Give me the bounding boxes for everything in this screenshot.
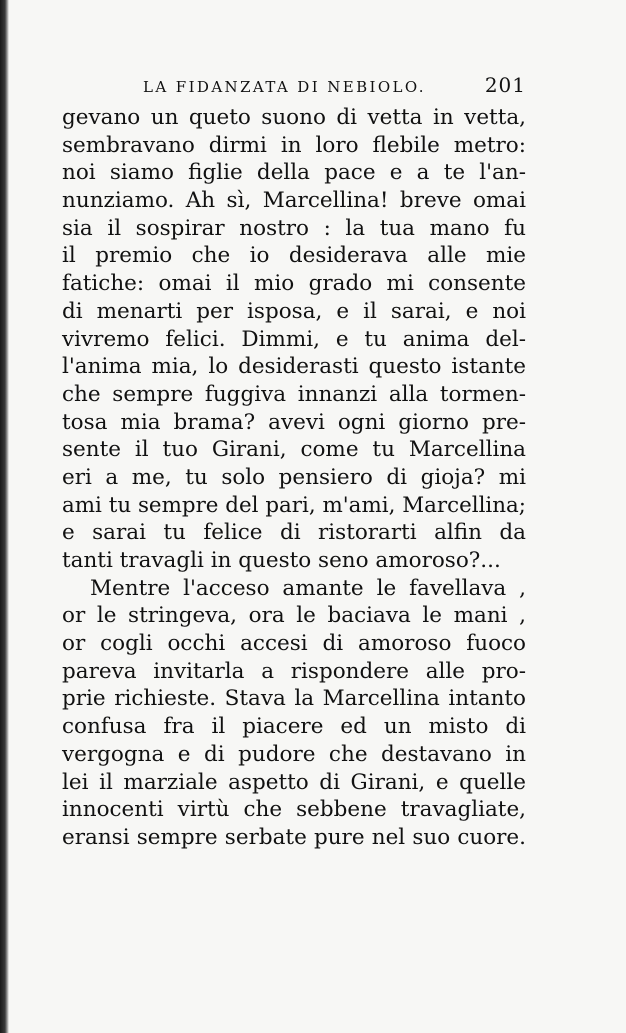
text-line: confusa fra il piacere ed un misto di xyxy=(62,714,526,740)
text-line: sembravano dirmi in loro flebile metro: xyxy=(62,132,526,158)
text-line: fatiche: omai il mio grado mi consente xyxy=(62,271,526,297)
text-line: lei il marziale aspetto di Girani, e quelle xyxy=(62,769,526,795)
paragraph-start-line: Mentre l'acceso amante le favellava , xyxy=(90,575,526,601)
page-number: 201 xyxy=(484,73,526,97)
text-line: vivremo felici. Dimmi, e tu anima del- xyxy=(62,326,526,352)
page-edge-shadow xyxy=(0,0,9,1033)
text-line: di menarti per isposa, e il sarai, e noi xyxy=(62,298,526,324)
text-line: gevano un queto suono di vetta in vetta, xyxy=(62,105,526,130)
text-line: or cogli occhi accesi di amoroso fuoco xyxy=(62,631,526,657)
running-title: LA FIDANZATA DI NEBIOLO. xyxy=(143,78,426,96)
text-line: eransi sempre serbate pure nel suo cuore. xyxy=(62,824,526,850)
text-line: eri a me, tu solo pensiero di gioja? mi xyxy=(62,464,526,490)
paragraph-end-line: tanti travagli in questo seno amoroso?... xyxy=(62,548,501,573)
page-header xyxy=(143,73,526,103)
text-line: vergogna e di pudore che destavano in xyxy=(62,741,526,767)
text-line: e sarai tu felice di ristorarti alfin da xyxy=(62,520,526,546)
text-line: noi siamo figlie della pace e a te l'an- xyxy=(62,160,526,186)
text-line: sente il tuo Girani, come tu Marcellina xyxy=(62,437,526,463)
text-line: sia il sospirar nostro : la tua mano fu xyxy=(62,215,526,241)
text-line: or le stringeva, ora le baciava le mani , xyxy=(62,603,526,629)
text-line: innocenti virtù che sebbene travagliate, xyxy=(62,797,526,823)
text-line: prie richieste. Stava la Marcellina intanto xyxy=(62,686,526,712)
text-line: tosa mia brama? avevi ogni giorno pre- xyxy=(62,409,526,435)
text-line: che sempre fuggiva innanzi alla tormen- xyxy=(62,381,526,407)
text-line: nunziamo. Ah sì, Marcellina! breve omai xyxy=(62,188,526,214)
text-line: il premio che io desiderava alle mie xyxy=(62,243,526,269)
text-line: pareva invitarla a rispondere alle pro- xyxy=(62,658,526,684)
text-line: l'anima mia, lo desiderasti questo istante xyxy=(62,354,526,380)
text-line: ami tu sempre del pari, m'ami, Marcellina; xyxy=(62,492,526,518)
body-text xyxy=(62,104,526,852)
